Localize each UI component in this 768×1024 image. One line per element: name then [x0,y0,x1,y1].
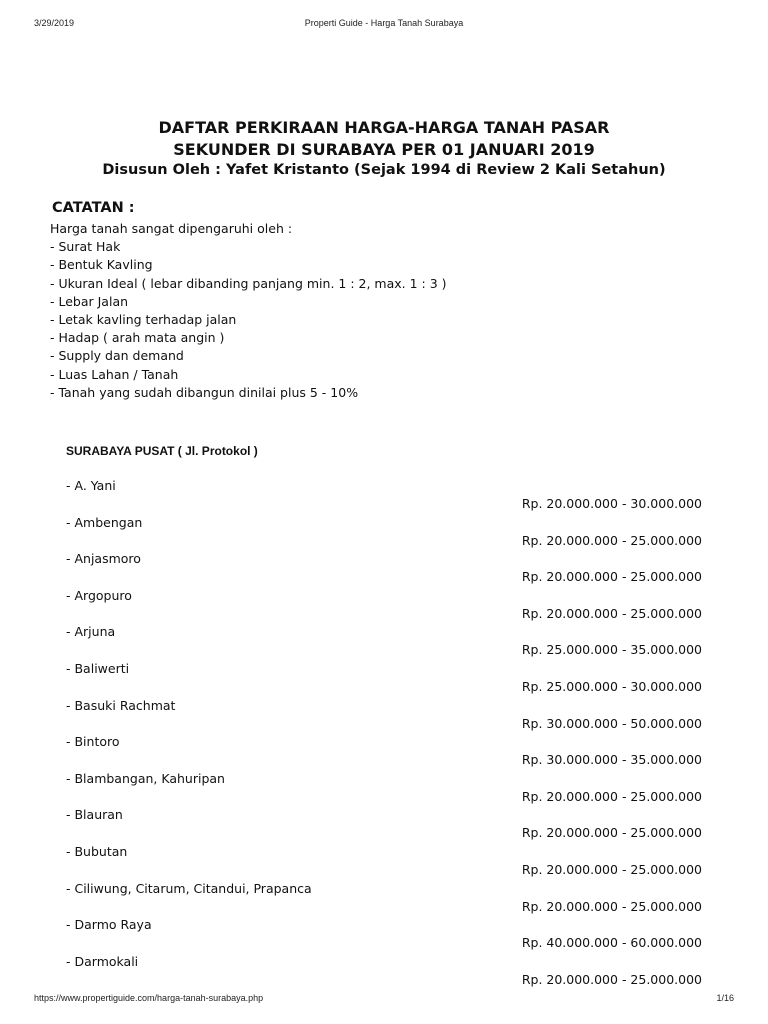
notes-line: - Letak kavling terhadap jalan [50,311,237,327]
price-range: Rp. 30.000.000 - 35.000.000 [521,752,702,768]
print-footer [0,993,768,1005]
price-range: Rp. 20.000.000 - 25.000.000 [521,971,702,987]
price-range: Rp. 20.000.000 - 25.000.000 [521,788,702,804]
price-range: Rp. 20.000.000 - 30.000.000 [521,496,702,511]
print-header [0,18,768,30]
street-name: - Anjasmoro [66,551,141,567]
doc-title-line-2: SEKUNDER DI SURABAYA PER 01 JANUARI 2019 [173,140,595,159]
notes-line: - Tanah yang sudah dibangun dinilai plus 5 - 10% [50,384,359,400]
list-item [0,624,768,661]
list-item [0,551,768,588]
notes-line: Harga tanah sangat dipengaruhi oleh : [50,221,293,236]
list-item [0,515,768,552]
list-item [0,734,768,771]
street-name: - Ciliwung, Citarum, Citandui, Prapanca [66,880,312,896]
price-range: Rp. 20.000.000 - 25.000.000 [521,861,702,877]
list-item [0,771,768,808]
notes-line: - Luas Lahan / Tanah [50,366,179,382]
street-name: - Blauran [66,807,123,823]
notes-heading: CATATAN : [52,200,135,216]
notes-list [50,220,447,402]
notes-line: - Bentuk Kavling [50,257,153,273]
street-name: - Bintoro [66,734,120,750]
street-name: - Darmokali [66,953,139,969]
price-range: Rp. 25.000.000 - 35.000.000 [521,642,702,658]
price-range: Rp. 20.000.000 - 25.000.000 [521,825,702,841]
price-range: Rp. 20.000.000 - 25.000.000 [521,532,702,548]
list-item [0,881,768,918]
page-number: 1/16 [716,993,734,1003]
street-name: - Darmo Raya [66,917,152,933]
section-title: SURABAYA PUSAT ( Jl. Protokol ) [66,444,258,458]
doc-author-line: Disusun Oleh : Yafet Kristanto (Sejak 1994 di Review 2 Kali Setahun) [102,162,666,178]
street-name: - Baliwerti [66,660,130,676]
street-name: - Argopuro [66,587,132,603]
list-item [0,807,768,844]
list-item [0,917,768,954]
street-price-list [0,478,768,990]
notes-line: - Supply dan demand [50,348,184,364]
page-url: https://www.propertiguide.com/harga-tanah-surabaya.php [34,993,264,1003]
street-name: - Bubutan [66,843,128,859]
street-name: - Blambangan, Kahuripan [66,770,225,786]
list-item [0,844,768,881]
print-date: 3/29/2019 [34,18,75,28]
list-item [0,661,768,698]
list-item [0,588,768,625]
price-range: Rp. 40.000.000 - 60.000.000 [521,935,702,951]
notes-line: - Lebar Jalan [50,293,129,309]
street-name: - Basuki Rachmat [66,697,176,713]
street-name: - Ambengan [66,514,143,530]
list-item [0,698,768,735]
price-range: Rp. 20.000.000 - 25.000.000 [521,569,702,585]
price-range: Rp. 20.000.000 - 25.000.000 [521,605,702,621]
price-range: Rp. 20.000.000 - 25.000.000 [521,898,702,914]
price-range: Rp. 30.000.000 - 50.000.000 [521,715,702,731]
doc-title-line-1: DAFTAR PERKIRAAN HARGA-HARGA TANAH PASAR [158,118,610,137]
notes-line: - Surat Hak [50,239,121,255]
notes-line: - Hadap ( arah mata angin ) [50,330,225,346]
notes-line: - Ukuran Ideal ( lebar dibanding panjang min. 1 : 2, max. 1 : 3 ) [50,275,447,291]
list-item [0,954,768,991]
street-name: - A. Yani [66,478,116,493]
list-item [0,478,768,515]
print-page-title: Properti Guide - Harga Tanah Surabaya [304,18,464,28]
street-name: - Arjuna [66,624,116,640]
price-range: Rp. 25.000.000 - 30.000.000 [521,678,702,694]
